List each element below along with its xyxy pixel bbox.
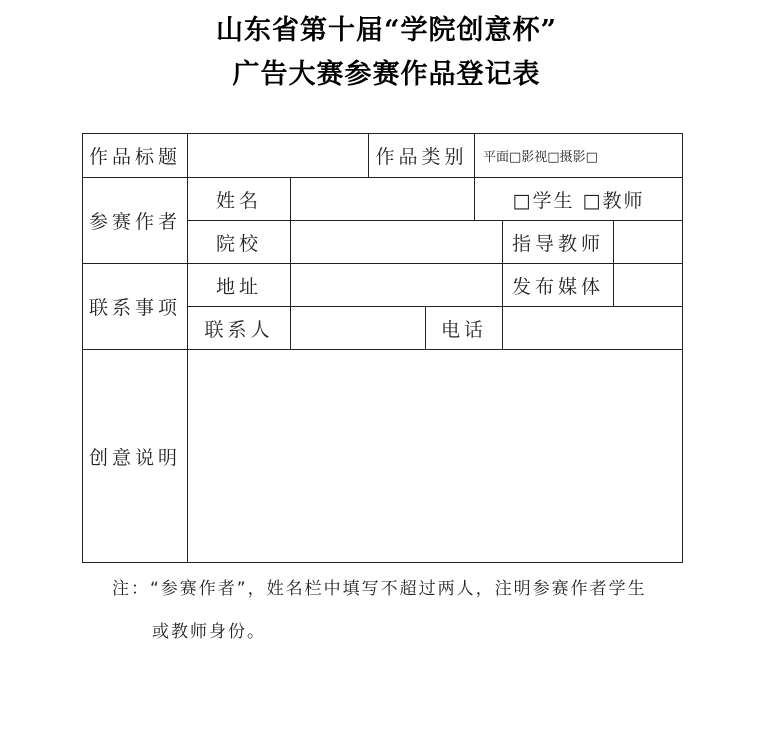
page-title-line-1: 山东省第十届“学院创意杯” (215, 15, 558, 46)
name-field[interactable] (291, 178, 474, 220)
category-options[interactable]: 平面□影视□摄影□ (483, 150, 598, 165)
work-title-field[interactable] (188, 134, 368, 177)
table-border-right (682, 133, 683, 563)
identity-options[interactable]: □学生 □教师 (512, 189, 645, 212)
table-border-bottom (82, 562, 683, 563)
contact-section-label: 联系事项 (88, 297, 181, 319)
category-label: 作品类别 (375, 146, 468, 168)
media-field[interactable] (614, 264, 682, 306)
description-field[interactable] (188, 350, 682, 562)
page-title-line-2: 广告大赛参赛作品登记表 (232, 59, 541, 90)
contact-person-label: 联系人 (204, 318, 274, 341)
school-field[interactable] (291, 221, 502, 263)
work-title-label: 作品标题 (88, 146, 181, 168)
phone-field[interactable] (503, 307, 682, 349)
author-section-label: 参赛作者 (88, 211, 181, 233)
address-label: 地址 (215, 275, 262, 298)
media-label: 发布媒体 (511, 275, 604, 298)
description-label: 创意说明 (88, 446, 181, 469)
note-line-1: 注：“参赛作者”，姓名栏中填写不超过两人，注明参赛作者学生 (112, 579, 647, 599)
school-label: 院校 (215, 232, 262, 255)
note-line-2: 或教师身份。 (152, 622, 266, 642)
phone-label: 电话 (440, 318, 487, 341)
address-field[interactable] (291, 264, 502, 306)
advisor-field[interactable] (614, 221, 682, 263)
contact-person-field[interactable] (291, 307, 425, 349)
advisor-label: 指导教师 (511, 232, 604, 255)
name-label: 姓名 (215, 189, 262, 212)
